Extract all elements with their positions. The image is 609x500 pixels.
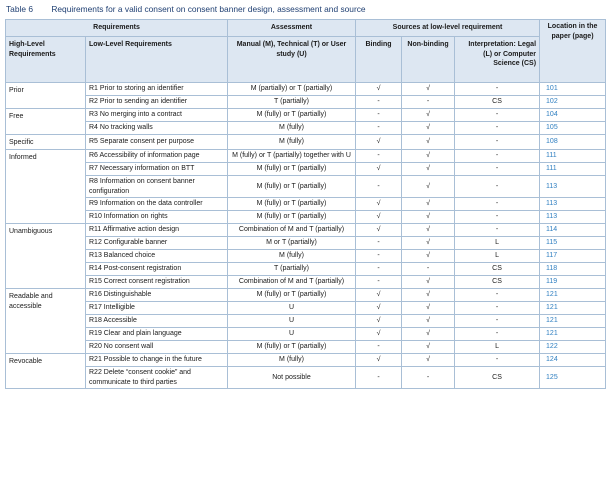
interpretation-cell: - bbox=[455, 122, 540, 135]
table-row bbox=[6, 109, 606, 122]
low-level-requirement: R3 No merging into a contract bbox=[86, 109, 228, 122]
page-location: 113 bbox=[540, 176, 606, 198]
page-location: 111 bbox=[540, 150, 606, 163]
table-row bbox=[6, 302, 606, 315]
binding-cell: - bbox=[356, 341, 402, 354]
binding-cell: √ bbox=[356, 354, 402, 367]
non-binding-cell: - bbox=[402, 96, 455, 109]
page-location: 122 bbox=[540, 341, 606, 354]
header-binding: Binding bbox=[356, 37, 402, 83]
table-body bbox=[6, 83, 606, 389]
non-binding-cell: - bbox=[402, 367, 455, 389]
low-level-requirement: R8 Information on consent banner configuration bbox=[86, 176, 228, 198]
interpretation-cell: - bbox=[455, 83, 540, 96]
assessment-cell: M (fully) bbox=[228, 250, 356, 263]
binding-cell: - bbox=[356, 276, 402, 289]
interpretation-cell: L bbox=[455, 237, 540, 250]
assessment-cell: Combination of M and T (partially) bbox=[228, 276, 356, 289]
non-binding-cell: √ bbox=[402, 224, 455, 237]
non-binding-cell: √ bbox=[402, 163, 455, 176]
high-level-requirement: Prior bbox=[6, 83, 86, 109]
table-number: Table 6 bbox=[6, 4, 34, 14]
interpretation-cell: - bbox=[455, 315, 540, 328]
interpretation-cell: - bbox=[455, 163, 540, 176]
table-row bbox=[6, 122, 606, 135]
low-level-requirement: R7 Necessary information on BTT bbox=[86, 163, 228, 176]
non-binding-cell: √ bbox=[402, 122, 455, 135]
table-row bbox=[6, 176, 606, 198]
low-level-requirement: R1 Prior to storing an identifier bbox=[86, 83, 228, 96]
header-non-binding: Non-binding bbox=[402, 37, 455, 83]
page-location: 117 bbox=[540, 250, 606, 263]
non-binding-cell: √ bbox=[402, 83, 455, 96]
assessment-cell: M (fully) or T (partially) together with U bbox=[228, 150, 356, 163]
high-level-requirement: Revocable bbox=[6, 354, 86, 389]
high-level-requirement: Informed bbox=[6, 150, 86, 224]
interpretation-cell: - bbox=[455, 224, 540, 237]
low-level-requirement: R20 No consent wall bbox=[86, 341, 228, 354]
interpretation-cell: - bbox=[455, 198, 540, 211]
binding-cell: - bbox=[356, 367, 402, 389]
interpretation-cell: - bbox=[455, 354, 540, 367]
non-binding-cell: √ bbox=[402, 341, 455, 354]
non-binding-cell: √ bbox=[402, 315, 455, 328]
assessment-cell: T (partially) bbox=[228, 96, 356, 109]
table-row bbox=[6, 367, 606, 389]
low-level-requirement: R5 Separate consent per purpose bbox=[86, 135, 228, 150]
page-location: 121 bbox=[540, 315, 606, 328]
assessment-cell: M (fully) or T (partially) bbox=[228, 198, 356, 211]
page-location: 121 bbox=[540, 302, 606, 315]
header-assessment-detail: Manual (M), Technical (T) or User study (U) bbox=[228, 37, 356, 83]
table-row bbox=[6, 289, 606, 302]
binding-cell: √ bbox=[356, 315, 402, 328]
binding-cell: √ bbox=[356, 289, 402, 302]
header-location: Location in the paper (page) bbox=[540, 20, 606, 83]
header-assessment: Assessment bbox=[228, 20, 356, 37]
assessment-cell: M (fully) or T (partially) bbox=[228, 341, 356, 354]
assessment-cell: M (fully) or T (partially) bbox=[228, 176, 356, 198]
assessment-cell: M (fully) or T (partially) bbox=[228, 289, 356, 302]
non-binding-cell: √ bbox=[402, 211, 455, 224]
table-row bbox=[6, 135, 606, 150]
table-row bbox=[6, 276, 606, 289]
low-level-requirement: R10 Information on rights bbox=[86, 211, 228, 224]
low-level-requirement: R6 Accessibility of information page bbox=[86, 150, 228, 163]
binding-cell: √ bbox=[356, 163, 402, 176]
header-interpretation: Interpretation: Legal (L) or Computer Science (CS) bbox=[455, 37, 540, 83]
interpretation-cell: - bbox=[455, 109, 540, 122]
binding-cell: - bbox=[356, 150, 402, 163]
low-level-requirement: R4 No tracking walls bbox=[86, 122, 228, 135]
table-row bbox=[6, 354, 606, 367]
page-location: 113 bbox=[540, 211, 606, 224]
binding-cell: √ bbox=[356, 83, 402, 96]
non-binding-cell: √ bbox=[402, 109, 455, 122]
low-level-requirement: R18 Accessible bbox=[86, 315, 228, 328]
assessment-cell: M (fully) or T (partially) bbox=[228, 211, 356, 224]
page-location: 101 bbox=[540, 83, 606, 96]
binding-cell: - bbox=[356, 237, 402, 250]
page-location: 114 bbox=[540, 224, 606, 237]
assessment-cell: T (partially) bbox=[228, 263, 356, 276]
page-location: 125 bbox=[540, 367, 606, 389]
interpretation-cell: - bbox=[455, 328, 540, 341]
table-row bbox=[6, 83, 606, 96]
low-level-requirement: R21 Possible to change in the future bbox=[86, 354, 228, 367]
high-level-requirement: Free bbox=[6, 109, 86, 135]
low-level-requirement: R16 Distinguishable bbox=[86, 289, 228, 302]
page-location: 121 bbox=[540, 289, 606, 302]
non-binding-cell: √ bbox=[402, 237, 455, 250]
page-location: 102 bbox=[540, 96, 606, 109]
interpretation-cell: CS bbox=[455, 263, 540, 276]
table-row bbox=[6, 315, 606, 328]
high-level-requirement: Readable and accessible bbox=[6, 289, 86, 354]
interpretation-cell: - bbox=[455, 302, 540, 315]
page-location: 111 bbox=[540, 163, 606, 176]
interpretation-cell: - bbox=[455, 176, 540, 198]
assessment-cell: M (fully) bbox=[228, 122, 356, 135]
high-level-requirement: Specific bbox=[6, 135, 86, 150]
table-row bbox=[6, 263, 606, 276]
interpretation-cell: CS bbox=[455, 276, 540, 289]
non-binding-cell: √ bbox=[402, 250, 455, 263]
low-level-requirement: R12 Configurable banner bbox=[86, 237, 228, 250]
table-row bbox=[6, 150, 606, 163]
binding-cell: - bbox=[356, 122, 402, 135]
binding-cell: √ bbox=[356, 211, 402, 224]
table-row bbox=[6, 237, 606, 250]
non-binding-cell: √ bbox=[402, 328, 455, 341]
header-low-level: Low-Level Requirements bbox=[86, 37, 228, 83]
binding-cell: √ bbox=[356, 198, 402, 211]
binding-cell: - bbox=[356, 263, 402, 276]
assessment-cell: M (fully) bbox=[228, 354, 356, 367]
low-level-requirement: R17 Intelligible bbox=[86, 302, 228, 315]
binding-cell: - bbox=[356, 109, 402, 122]
assessment-cell: M (fully) bbox=[228, 135, 356, 150]
page-location: 115 bbox=[540, 237, 606, 250]
low-level-requirement: R11 Affirmative action design bbox=[86, 224, 228, 237]
binding-cell: √ bbox=[356, 328, 402, 341]
assessment-cell: U bbox=[228, 328, 356, 341]
assessment-cell: M or T (partially) bbox=[228, 237, 356, 250]
header-sources: Sources at low-level requirement bbox=[356, 20, 540, 37]
binding-cell: - bbox=[356, 176, 402, 198]
non-binding-cell: √ bbox=[402, 198, 455, 211]
requirements-table bbox=[5, 19, 606, 389]
table-row bbox=[6, 328, 606, 341]
low-level-requirement: R9 Information on the data controller bbox=[86, 198, 228, 211]
binding-cell: √ bbox=[356, 224, 402, 237]
table-row bbox=[6, 96, 606, 109]
interpretation-cell: L bbox=[455, 341, 540, 354]
high-level-requirement: Unambiguous bbox=[6, 224, 86, 289]
page-location: 118 bbox=[540, 263, 606, 276]
binding-cell: √ bbox=[356, 302, 402, 315]
page-location: 104 bbox=[540, 109, 606, 122]
table-header bbox=[6, 20, 606, 83]
assessment-cell: U bbox=[228, 302, 356, 315]
page-location: 119 bbox=[540, 276, 606, 289]
non-binding-cell: √ bbox=[402, 176, 455, 198]
low-level-requirement: R15 Correct consent registration bbox=[86, 276, 228, 289]
non-binding-cell: √ bbox=[402, 289, 455, 302]
interpretation-cell: L bbox=[455, 250, 540, 263]
assessment-cell: Combination of M and T (partially) bbox=[228, 224, 356, 237]
table-row bbox=[6, 224, 606, 237]
interpretation-cell: - bbox=[455, 135, 540, 150]
interpretation-cell: CS bbox=[455, 96, 540, 109]
binding-cell: - bbox=[356, 250, 402, 263]
assessment-cell: M (fully) or T (partially) bbox=[228, 109, 356, 122]
page-location: 121 bbox=[540, 328, 606, 341]
interpretation-cell: - bbox=[455, 150, 540, 163]
non-binding-cell: √ bbox=[402, 276, 455, 289]
table-row bbox=[6, 163, 606, 176]
assessment-cell: Not possible bbox=[228, 367, 356, 389]
table-caption bbox=[0, 0, 609, 18]
table-row bbox=[6, 211, 606, 224]
table-row bbox=[6, 341, 606, 354]
non-binding-cell: √ bbox=[402, 150, 455, 163]
assessment-cell: M (partially) or T (partially) bbox=[228, 83, 356, 96]
page-location: 105 bbox=[540, 122, 606, 135]
low-level-requirement: R22 Delete “consent cookie” and communicate to third parties bbox=[86, 367, 228, 389]
binding-cell: - bbox=[356, 96, 402, 109]
low-level-requirement: R13 Balanced choice bbox=[86, 250, 228, 263]
low-level-requirement: R2 Prior to sending an identifier bbox=[86, 96, 228, 109]
interpretation-cell: CS bbox=[455, 367, 540, 389]
interpretation-cell: - bbox=[455, 289, 540, 302]
table-title: Requirements for a valid consent on consent banner design, assessment and source bbox=[51, 4, 366, 14]
non-binding-cell: √ bbox=[402, 302, 455, 315]
assessment-cell: M (fully) or T (partially) bbox=[228, 163, 356, 176]
page-location: 124 bbox=[540, 354, 606, 367]
table-row bbox=[6, 250, 606, 263]
page-location: 113 bbox=[540, 198, 606, 211]
header-high-level: High-Level Requirements bbox=[6, 37, 86, 83]
header-requirements: Requirements bbox=[6, 20, 228, 37]
non-binding-cell: √ bbox=[402, 354, 455, 367]
non-binding-cell: √ bbox=[402, 135, 455, 150]
low-level-requirement: R19 Clear and plain language bbox=[86, 328, 228, 341]
assessment-cell: U bbox=[228, 315, 356, 328]
non-binding-cell: - bbox=[402, 263, 455, 276]
table-row bbox=[6, 198, 606, 211]
binding-cell: √ bbox=[356, 135, 402, 150]
interpretation-cell: - bbox=[455, 211, 540, 224]
low-level-requirement: R14 Post-consent registration bbox=[86, 263, 228, 276]
page-location: 108 bbox=[540, 135, 606, 150]
